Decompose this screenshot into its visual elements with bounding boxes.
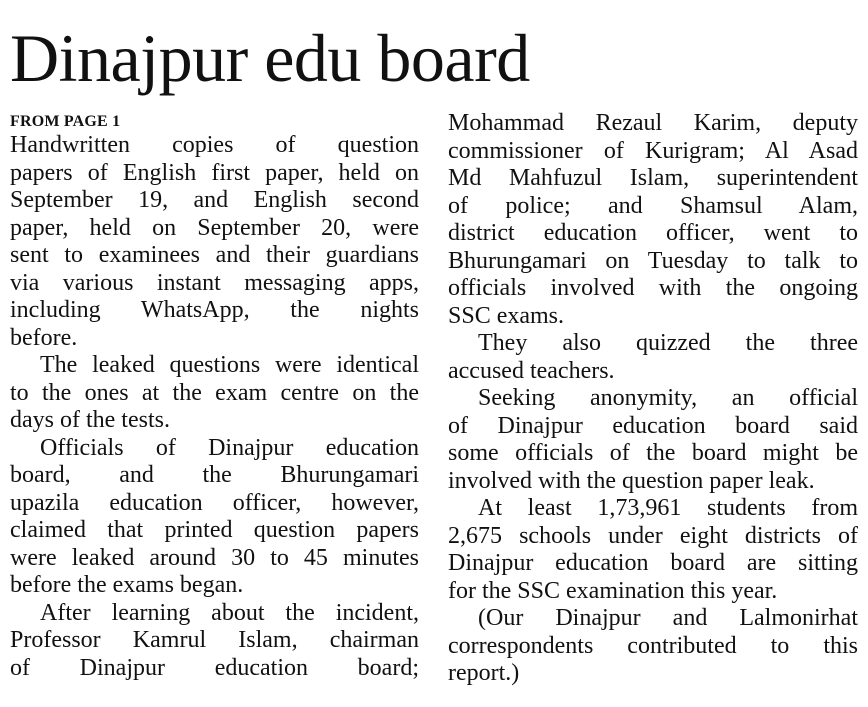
text-line: Officials of Dinajpur education xyxy=(40,434,419,461)
text-line: Handwritten copies of question xyxy=(10,132,419,158)
article-column-left xyxy=(10,132,419,682)
text-line: report.) xyxy=(448,660,520,686)
text-line: Dinajpur education board are sitting xyxy=(448,550,858,576)
text-line: claimed that printed question papers xyxy=(10,517,419,543)
text-line: After learning about the incident, xyxy=(40,599,419,626)
text-line: some officials of the board might be xyxy=(448,440,858,466)
text-line: to the ones at the exam centre on the xyxy=(10,379,419,406)
text-line: before. xyxy=(10,324,78,351)
text-line: of police; and Shamsul Alam, xyxy=(448,192,858,219)
text-line: commissioner of Kurigram; Al Asad xyxy=(448,137,858,164)
text-line: At least 1,73,961 students from xyxy=(478,495,858,521)
text-line: (Our Dinajpur and Lalmonirhat xyxy=(478,605,858,631)
headline: Dinajpur edu board xyxy=(10,20,530,96)
continuation-kicker: FROM PAGE 1 xyxy=(10,113,121,130)
text-line: were leaked around 30 to 45 minutes xyxy=(10,544,419,571)
article-column-right xyxy=(448,110,858,688)
text-line: sent to examinees and their guardians xyxy=(10,242,419,268)
text-line: September 19, and English second xyxy=(10,187,419,213)
text-line: paper, held on September 20, were xyxy=(10,214,419,241)
text-line: district education officer, went to xyxy=(448,220,858,246)
text-line: for the SSC examination this year. xyxy=(448,577,778,604)
text-line: including WhatsApp, the nights xyxy=(10,297,419,323)
text-line: 2,675 schools under eight districts of xyxy=(448,522,858,549)
text-line: board, and the Bhurungamari xyxy=(10,462,419,488)
text-line: correspondents contributed to this xyxy=(448,632,858,659)
text-line: accused teachers. xyxy=(448,357,615,384)
text-line: upazila education officer, however, xyxy=(10,489,419,516)
text-line: Seeking anonymity, an official xyxy=(478,385,858,411)
text-line: before the exams began. xyxy=(10,572,244,598)
text-line: days of the tests. xyxy=(10,407,170,433)
text-line: SSC exams. xyxy=(448,302,565,329)
text-line: Professor Kamrul Islam, chairman xyxy=(10,627,419,653)
text-line: of Dinajpur education board; xyxy=(10,654,419,681)
text-line: of Dinajpur education board said xyxy=(448,412,858,439)
text-line: Md Mahfuzul Islam, superintendent xyxy=(448,165,858,191)
text-line: via various instant messaging apps, xyxy=(10,269,419,296)
text-line: Mohammad Rezaul Karim, deputy xyxy=(448,110,858,136)
text-line: Bhurungamari on Tuesday to talk to xyxy=(448,247,858,274)
text-line: involved with the question paper leak. xyxy=(448,467,815,494)
text-line: They also quizzed the three xyxy=(478,330,858,356)
text-line: The leaked questions were identical xyxy=(40,352,419,378)
text-line: officials involved with the ongoing xyxy=(448,275,858,301)
text-line: papers of English first paper, held on xyxy=(10,159,419,186)
